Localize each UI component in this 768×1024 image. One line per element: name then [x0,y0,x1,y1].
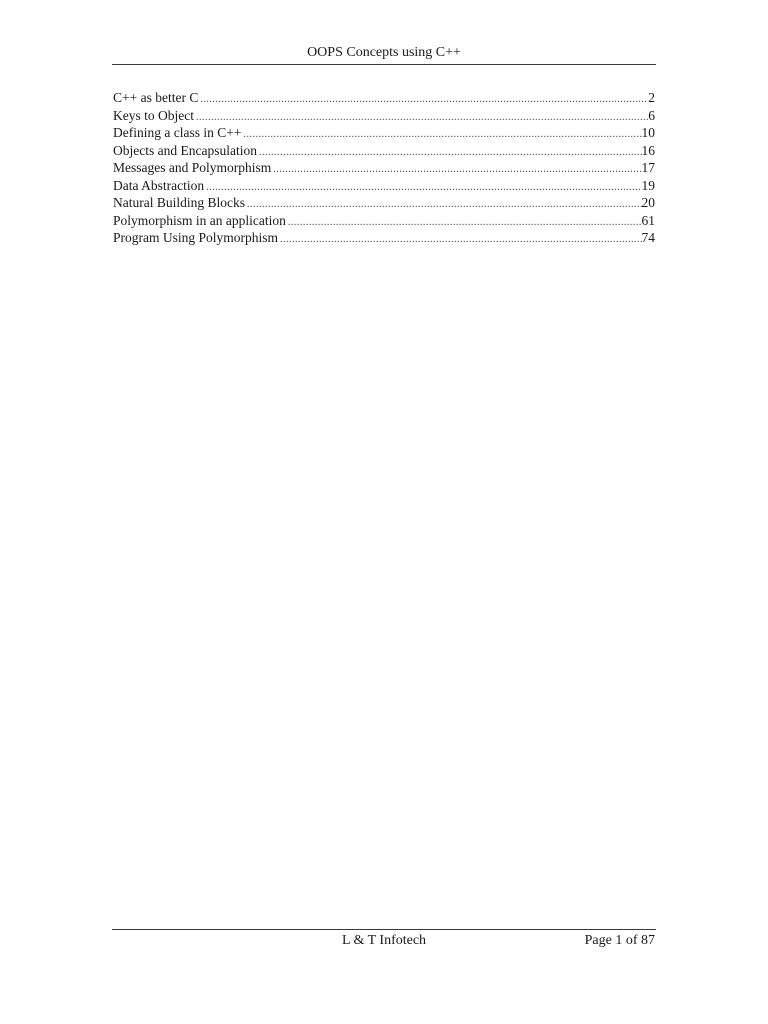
toc-entry-page[interactable]: 74 [641,230,655,245]
toc-entry[interactable] [113,89,655,107]
toc-dot-leader [245,196,642,212]
toc-dot-leader [194,109,648,125]
toc-entry-title[interactable]: Program Using Polymorphism [113,230,279,245]
toc-entry[interactable] [113,212,655,230]
toc-entry-title[interactable]: Polymorphism in an application [113,212,286,228]
toc-entry-title[interactable]: C++ as better C [113,90,199,105]
toc-entry-page[interactable]: 2 [648,90,655,105]
toc-entry[interactable] [113,229,655,247]
footer-page-number: Page 1 of 87 [584,933,655,948]
toc-entry-title[interactable]: Natural Building Blocks [113,195,245,210]
toc-entry-page[interactable]: 16 [641,142,655,158]
page-header-title: OOPS Concepts using C++ [307,45,461,60]
toc-entry-page[interactable]: 17 [641,160,655,175]
toc-entry-page[interactable]: 19 [641,177,655,193]
toc-entry[interactable] [113,107,655,125]
toc-entry-title[interactable]: Defining a class in C++ [113,125,242,140]
toc-entry-page[interactable]: 61 [641,212,655,228]
footer-company-name: L & T Infotech [341,933,427,948]
toc-entry-title[interactable]: Messages and Polymorphism [113,160,272,175]
toc-entry-title[interactable]: Data Abstraction [113,177,205,193]
toc-dot-leader [241,126,641,142]
toc-dot-leader [198,91,648,107]
toc-entry[interactable] [113,194,655,212]
toc-dot-leader [271,161,641,177]
table-of-contents [113,89,655,247]
toc-dot-leader [286,214,642,230]
toc-entry[interactable] [113,177,655,195]
toc-entry-page[interactable]: 10 [641,125,655,140]
toc-dot-leader [257,144,642,160]
toc-entry[interactable] [113,159,655,177]
toc-dot-leader [278,231,641,247]
toc-entry-page[interactable]: 20 [641,195,655,210]
toc-entry-page[interactable]: 6 [648,107,655,123]
toc-entry[interactable] [113,124,655,142]
footer-divider [112,929,656,930]
toc-entry[interactable] [113,142,655,160]
header-divider [112,64,656,65]
toc-entry-title[interactable]: Objects and Encapsulation [113,142,257,158]
toc-dot-leader [204,179,641,195]
toc-entry-title[interactable]: Keys to Object [113,107,194,123]
